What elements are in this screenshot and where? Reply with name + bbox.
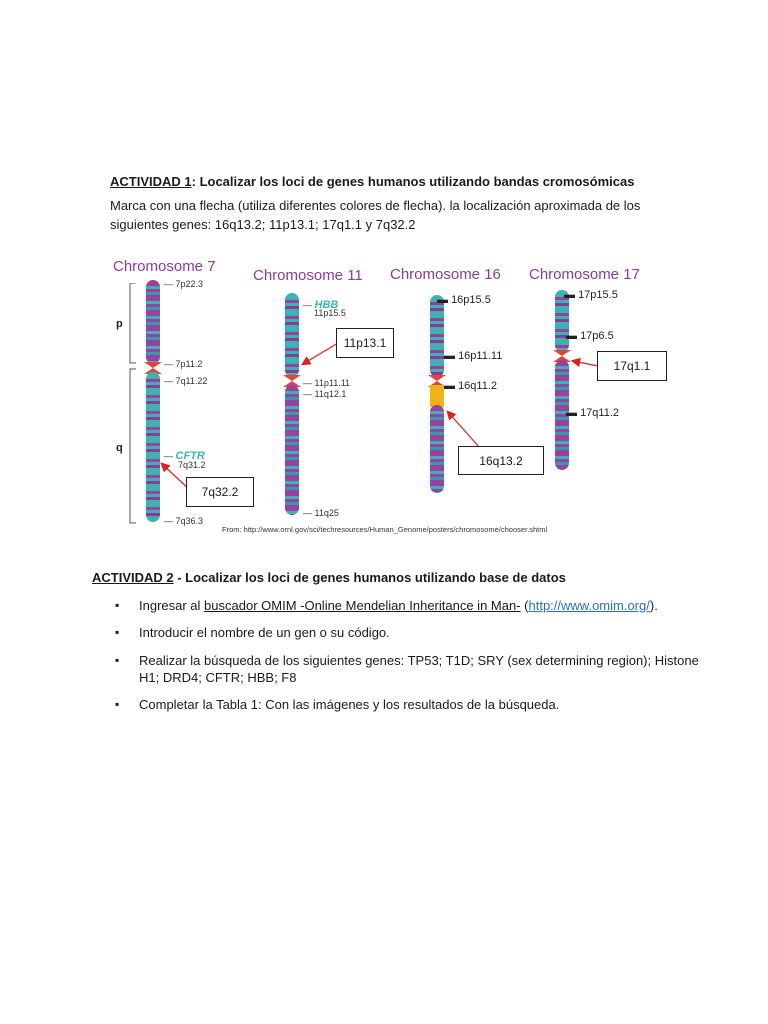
answer-box-11p13-1: 11p13.1 <box>336 328 394 358</box>
bullet-1: Ingresar al buscador OMIM -Online Mendelian Inheritance in Man- (http://www.omim.org/). <box>139 598 658 613</box>
activity1-instruction-line2: siguientes genes: 16q13.2; 11p13.1; 17q1.1 y 7q32.2 <box>110 217 416 232</box>
band-label: ▬ 17p15.5 <box>564 289 618 301</box>
band-label: — 11p11.11 <box>303 378 351 388</box>
chromosome-7-q-label: q <box>116 442 123 454</box>
figure-source: From: http://www.ornl.gov/sci/techresources/Human_Genome/posters/chromosome/chooser.shtml <box>222 525 548 534</box>
band-label: — 7q36.3 <box>164 516 204 526</box>
band-label: — 11q12.1 <box>303 389 347 399</box>
bullet-4: Completar la Tabla 1: Con las imágenes y los resultados de la búsqueda. <box>139 697 560 712</box>
answer-box-16q13-2: 16q13.2 <box>458 446 544 475</box>
activity1-label: ACTIVIDAD 1 <box>110 174 192 189</box>
arrow-17q1 <box>573 361 598 366</box>
chromosome-17-title: Chromosome 17 <box>529 266 640 283</box>
bullet-marker: ▪ <box>115 625 120 639</box>
band-label: 11p15.5 <box>314 308 346 318</box>
bullet-marker: ▪ <box>115 653 120 667</box>
omim-link[interactable]: http://www.omim.org/ <box>528 598 650 613</box>
band-label: ▬ 17p6.5 <box>566 330 614 342</box>
band-label: ▬ 16q11.2 <box>444 380 498 392</box>
bullet-3-line2: H1; DRD4; CFTR; HBB; F8 <box>139 670 297 685</box>
cftr-gene-label: — CFTR <box>164 450 205 462</box>
activity2-label: ACTIVIDAD 2 <box>92 570 174 585</box>
answer-box-7q32-2: 7q32.2 <box>186 477 254 507</box>
chromosome-7-p-label: p <box>116 318 123 330</box>
band-label: ▬ 16p15.5 <box>437 294 491 306</box>
chromosome-16-title: Chromosome 16 <box>390 266 501 283</box>
bullet-marker: ▪ <box>115 598 120 612</box>
band-label: — 7q11.22 <box>164 376 208 386</box>
activity1-instruction-line1: Marca con una flecha (utiliza diferentes colores de flecha). la localización aproximada de los <box>110 198 641 213</box>
band-label: — 11q25 <box>303 508 339 518</box>
arrow-11p13 <box>303 343 338 364</box>
band-label: 7q31.2 <box>178 460 206 470</box>
chromosome-7-title: Chromosome 7 <box>113 258 216 275</box>
activity1-title-text: : Localizar los loci de genes humanos utilizando bandas cromosómicas <box>191 174 635 189</box>
bullet-3-line1: Realizar la búsqueda de los siguientes genes: TP53; T1D; SRY (sex determining region); Histone <box>139 653 699 668</box>
band-label: ▬ 17q11.2 <box>566 407 620 419</box>
band-label: — 7p22.3 <box>164 279 204 289</box>
bullet-2: Introducir el nombre de un gen o su código. <box>139 625 390 640</box>
band-label: ▬ 16p11.11 <box>444 350 503 362</box>
omim-search-text: buscador OMIM -Online Mendelian Inheritance in Man- <box>204 598 521 613</box>
chromosome-11-title: Chromosome 11 <box>253 267 363 284</box>
hbb-gene-label: — HBB <box>303 299 339 311</box>
bullet-marker: ▪ <box>115 697 120 711</box>
answer-box-17q1-1: 17q1.1 <box>597 351 667 381</box>
activity2-title-text: - Localizar los loci de genes humanos utilizando base de datos <box>173 570 566 585</box>
arrow-16q13 <box>448 412 480 448</box>
band-label: — 7p11.2 <box>164 359 203 369</box>
activity2-title <box>92 570 566 585</box>
